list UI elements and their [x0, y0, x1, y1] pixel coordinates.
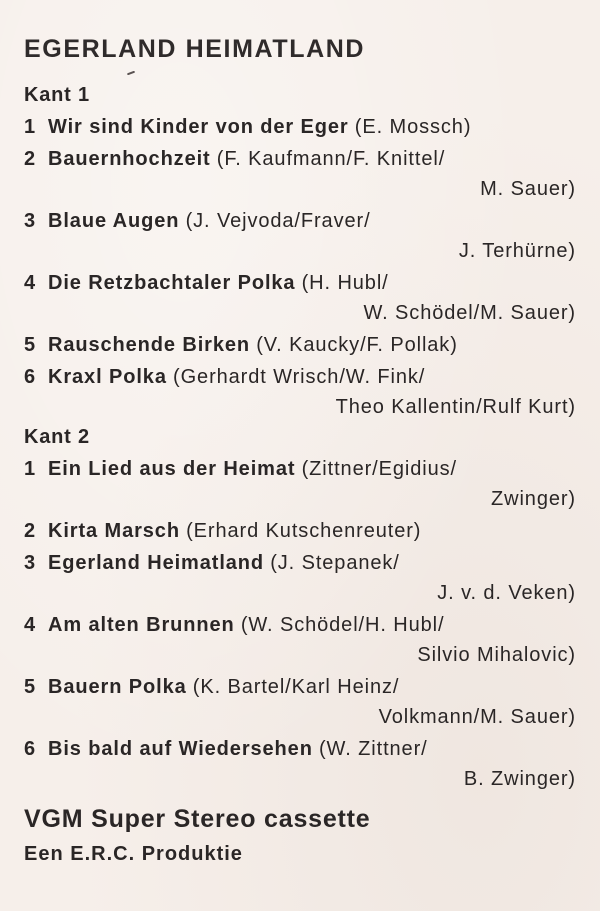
track-list-item [24, 206, 578, 266]
side-2-header: Kant 2 [24, 426, 90, 448]
track-list-item [24, 548, 578, 608]
track-name: Ein Lied aus der Heimat [48, 458, 296, 480]
track-credit: (Erhard Kutschenreuter) [186, 520, 422, 542]
track-number: 3 [24, 210, 36, 232]
side-1-section [24, 82, 578, 422]
track-number: 1 [24, 116, 36, 138]
track-list-item [24, 672, 578, 732]
track-number: 4 [24, 272, 36, 294]
side-1-header: Kant 1 [24, 84, 90, 106]
side-2-section [24, 424, 578, 794]
track-credit: (W. Schödel/H. Hubl/ [240, 614, 445, 636]
track-credit-continued: J. Terhürne) [458, 240, 576, 262]
track-name: Bis bald auf Wiedersehen [48, 738, 313, 760]
track-credit: (Gerhardt Wrisch/W. Fink/ [173, 366, 426, 388]
track-list-item [24, 268, 578, 328]
print-speck [127, 71, 135, 76]
track-number: 6 [24, 738, 36, 760]
track-credit: (V. Kaucky/F. Pollak) [256, 334, 458, 356]
track-credit: (H. Hubl/ [301, 272, 389, 294]
track-name: Blaue Augen [48, 210, 180, 232]
track-credit: (J. Vejvoda/Fraver/ [185, 210, 371, 232]
track-list-item [24, 362, 578, 422]
album-title: EGERLAND HEIMATLAND [24, 35, 366, 63]
track-list-item [24, 454, 578, 514]
track-number: 5 [24, 676, 36, 698]
track-credit-continued: J. v. d. Veken) [437, 582, 576, 604]
track-list-item [24, 144, 578, 204]
track-number: 3 [24, 552, 36, 574]
track-credit: (F. Kaufmann/F. Knittel/ [216, 148, 446, 170]
track-name: Rauschende Birken [48, 334, 251, 356]
production-label: Een E.R.C. Produktie [24, 843, 243, 865]
track-name: Am alten Brunnen [48, 614, 235, 636]
track-name: Wir sind Kinder von der Eger [48, 116, 349, 138]
track-credit-continued: Volkmann/M. Sauer) [378, 706, 576, 728]
track-list-item [24, 734, 578, 794]
track-list-item [24, 610, 578, 670]
track-name: Bauernhochzeit [48, 148, 211, 170]
track-credit: (K. Bartel/Karl Heinz/ [192, 676, 400, 698]
track-credit-continued: Theo Kallentin/Rulf Kurt) [335, 396, 576, 418]
track-number: 1 [24, 458, 36, 480]
track-number: 2 [24, 520, 36, 542]
track-name: Kraxl Polka [48, 366, 167, 388]
track-credit-continued: B. Zwinger) [463, 768, 576, 790]
track-credit-continued: W. Schödel/M. Sauer) [363, 302, 576, 324]
track-number: 4 [24, 614, 36, 636]
track-list-item [24, 112, 578, 142]
brand-label: VGM Super Stereo cassette [24, 805, 371, 833]
track-credit: (Zittner/Egidius/ [301, 458, 457, 480]
track-credit-continued: Silvio Mihalovic) [417, 644, 576, 666]
track-number: 2 [24, 148, 36, 170]
track-name: Bauern Polka [48, 676, 187, 698]
track-name: Egerland Heimatland [48, 552, 265, 574]
track-list-item [24, 516, 578, 546]
track-credit: (W. Zittner/ [319, 738, 428, 760]
track-credit: (J. Stepanek/ [270, 552, 400, 574]
track-name: Die Retzbachtaler Polka [48, 272, 296, 294]
track-credit-continued: Zwinger) [491, 488, 576, 510]
track-credit-continued: M. Sauer) [480, 178, 576, 200]
track-credit: (E. Mossch) [354, 116, 472, 138]
track-name: Kirta Marsch [48, 520, 180, 542]
track-number: 6 [24, 366, 36, 388]
track-number: 5 [24, 334, 36, 356]
track-list-item [24, 330, 578, 360]
